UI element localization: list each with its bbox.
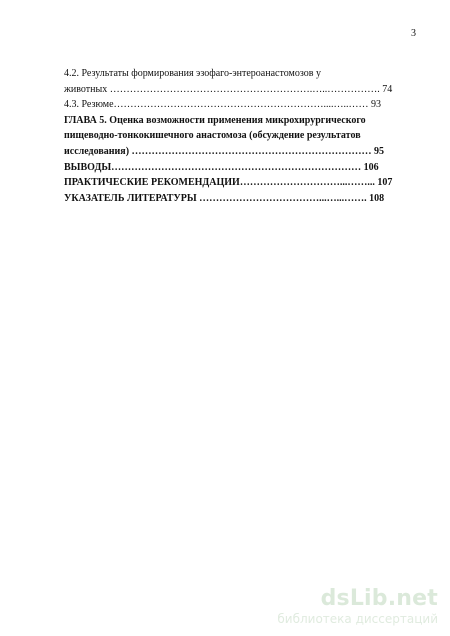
- site-watermark: [277, 588, 438, 626]
- toc-chapter-5-line-1: ГЛАВА 5. Оценка возможности применения микрохирургического: [64, 114, 366, 126]
- toc-item-4-2-page-line: животных …………………………………………………….…..……………. 74: [64, 83, 393, 95]
- toc-conclusions: ВЫВОДЫ………………………………………………………………… 106: [64, 161, 379, 173]
- table-of-contents: [64, 66, 419, 206]
- toc-chapter-5-line-3: исследования) ……………………………………………………………… 95: [64, 145, 385, 157]
- toc-chapter-5-line-2: пищеводно-тонкокишечного анастомоза (обсуждение результатов: [64, 130, 361, 142]
- toc-recommendations: ПРАКТИЧЕСКИЕ РЕКОМЕНДАЦИИ…………………………...……... 107: [64, 177, 393, 189]
- page-number: 3: [411, 28, 416, 39]
- toc-item-4-3: 4.3. Резюме………………………………………………………....…..…… 93: [64, 99, 382, 111]
- watermark-subtitle: библиотека диссертаций: [277, 612, 438, 626]
- toc-references: УКАЗАТЕЛЬ ЛИТЕРАТУРЫ ………………………………...…...……. 108: [64, 192, 385, 204]
- watermark-logo: dsLib.net: [320, 586, 438, 611]
- toc-item-4-2-title: 4.2. Результаты формирования эзофаго-энтероанастомозов у: [64, 68, 321, 79]
